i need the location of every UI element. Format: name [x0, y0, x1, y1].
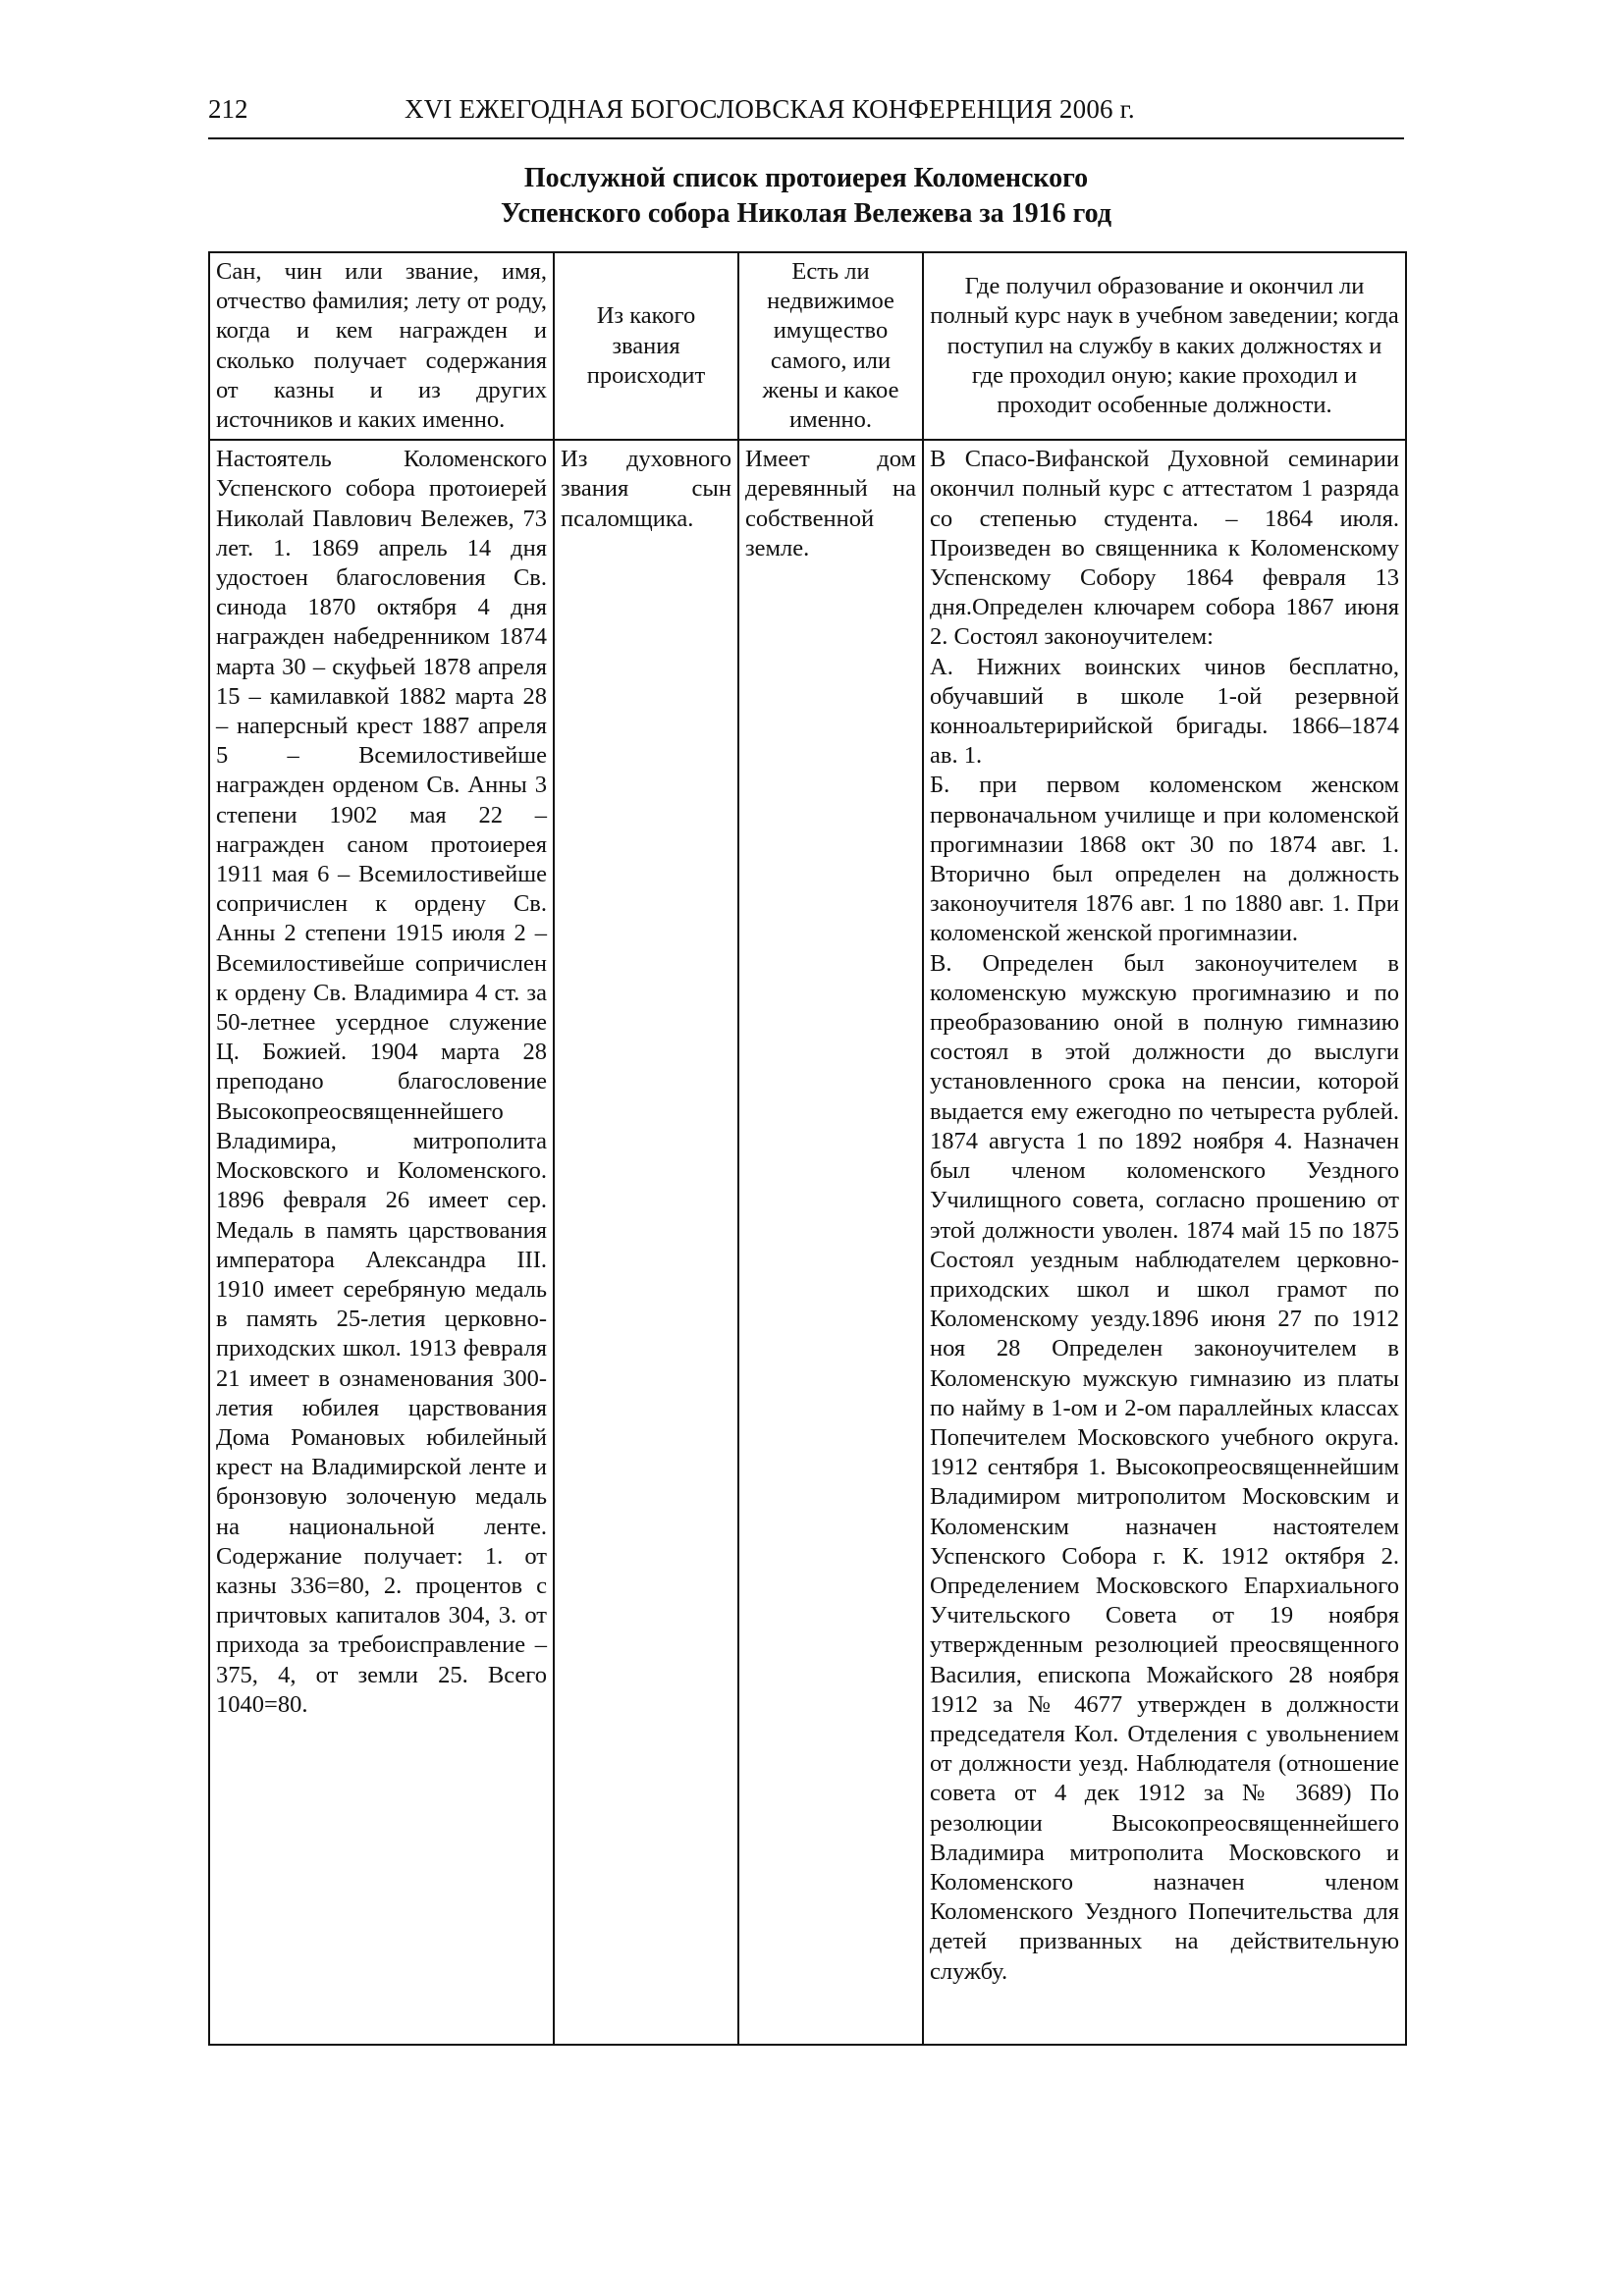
- cell-property: Имеет дом деревянный на собственной земле.: [738, 440, 923, 2045]
- running-title: XVI ЕЖЕГОДНАЯ БОГОСЛОВСКАЯ КОНФЕРЕНЦИЯ 2006 г.: [405, 94, 1135, 124]
- document-title: [208, 161, 1404, 232]
- service-paragraph: В Спасо-Вифанской Духовной семинарии окончил полный курс с аттестатом 1 разряда со степенью студента. – 1864 июля. Произведен во священника к Коломенскому Успенскому Собору 1864 февраля 13 дня.Определен ключарем собора 1867 июня 2. Состоял законоучителем:: [930, 446, 1399, 651]
- column-header-rank: Сан, чин или звание, имя, отчество фамилия; лету от роду, когда и кем награжден и сколько получает содержания от казны и из других источников и каких именно.: [209, 252, 554, 440]
- page-number: 212: [208, 94, 248, 124]
- cell-education-and-service: [923, 440, 1406, 2045]
- table-row: [209, 440, 1406, 2045]
- column-header-education: Где получил образование и окончил ли полный курс наук в учебном заведении; когда поступил на службу в каких должностях и где проходил оную; какие проходил и проходит особенные должности.: [923, 252, 1406, 440]
- column-header-origin: Из какого звания происходит: [554, 252, 738, 440]
- service-paragraph: А. Нижних воинских чинов бесплатно, обучавший в школе 1-ой резервной конноальтеририйской бригады. 1866–1874 ав. 1.: [930, 653, 1399, 770]
- column-header-property: Есть ли недвижимое имущество самого, или жены и какое именно.: [738, 252, 923, 440]
- running-head: [208, 94, 1404, 139]
- service-paragraph: В. Определен был законоучителем в коломенскую мужскую прогимназию и по преобразованию оной в полную гимназию состоял в этой должности до выслуги установленного срока на пенсии, которой выдается ему ежегодно по четыреста рублей. 1874 августа 1 по 1892 ноября 4. Назначен был членом коломенского Уездного Училищного совета, согласно прошению от этой должности уволен. 1874 май 15 по 1875 Состоял уездным наблюдателем церковно-приходских школ и школ грамот по Коломенскому уезду.1896 июня 27 по 1912 ноя 28 Определен законоучителем в Коломенскую мужскую гимназию из платы по найму в 1-ом и 2-ом параллейных классах Попечителем Московского учебного округа. 1912 сентября 1. Высокопреосвященнейшим Владимиром митрополитом Московским и Коломенским назначен настоятелем Успенского Собора г. К. 1912 октября 2. Определением Московского Епархиального Учительского Совета от 19 ноября утвержденным резолюцией преосвященного Василия, епископа Можайского 28 ноября 1912 за № 4677 утвержден в должности председателя Кол. Отделения с увольнением от должности уезд. Наблюдателя (отношение совета от 4 дек 1912 за № 3689) По резолюции Высокопреосвященнейшего Владимира митрополита Московского и Коломенского назначен членом Коломенского Уездного Попечительства для детей призванных на действительную службу.: [930, 949, 1399, 1985]
- document-title-line-2: Успенского собора Николая Вележева за 1916 год: [500, 198, 1111, 229]
- service-record-table: [208, 251, 1407, 2046]
- cell-rank-and-awards: Настоятель Коломенского Успенского собора протоиерей Николай Павлович Вележев, 73 лет. 1. 1869 апрель 14 дня удостоен благословения Св. синода 1870 октября 4 дня награжден набедренником 1874 марта 30 – скуфьей 1878 апреля 15 – камилавкой 1882 марта 28 – наперсный крест 1887 апреля 5 – Всемилостивейше награжден орденом Св. Анны 3 степени 1902 мая 22 – награжден саном протоиерея 1911 мая 6 – Всемилостивейше сопричислен к ордену Св. Анны 2 степени 1915 июля 2 – Всемилостивейше сопричислен к ордену Св. Владимира 4 ст. за 50-летнее усердное служение Ц. Божией. 1904 марта 28 преподано благословение Высокопреосвященнейшего Владимира, митрополита Московского и Коломенского. 1896 февраля 26 имеет сер. Медаль в память царствования императора Александра III. 1910 имеет серебряную медаль в память 25-летия церковно-приходских школ. 1913 февраля 21 имеет в ознаменования 300-летия юбилея царствования Дома Романовых юбилейный крест на Владимирской ленте и бронзовую золоченую медаль на национальной ленте. Содержание получает: 1. от казны 336=80, 2. процентов с причтовых капиталов 304, 3. от прихода за требоисправление – 375, 4, от земли 25. Всего 1040=80.: [209, 440, 554, 2045]
- cell-origin: Из духовного звания сын псаломщика.: [554, 440, 738, 2045]
- document-title-line-1: Послужной список протоиерея Коломенского: [523, 163, 1089, 193]
- service-paragraph: Б. при первом коломенском женском первоначальном училище и при коломенской прогимназии 1868 окт 30 по 1874 авг. 1. Вторично был определен на должность законоучителя 1876 авг. 1 по 1880 авг. 1. При коломенской женской прогимназии.: [930, 772, 1399, 947]
- table-header-row: [209, 252, 1406, 440]
